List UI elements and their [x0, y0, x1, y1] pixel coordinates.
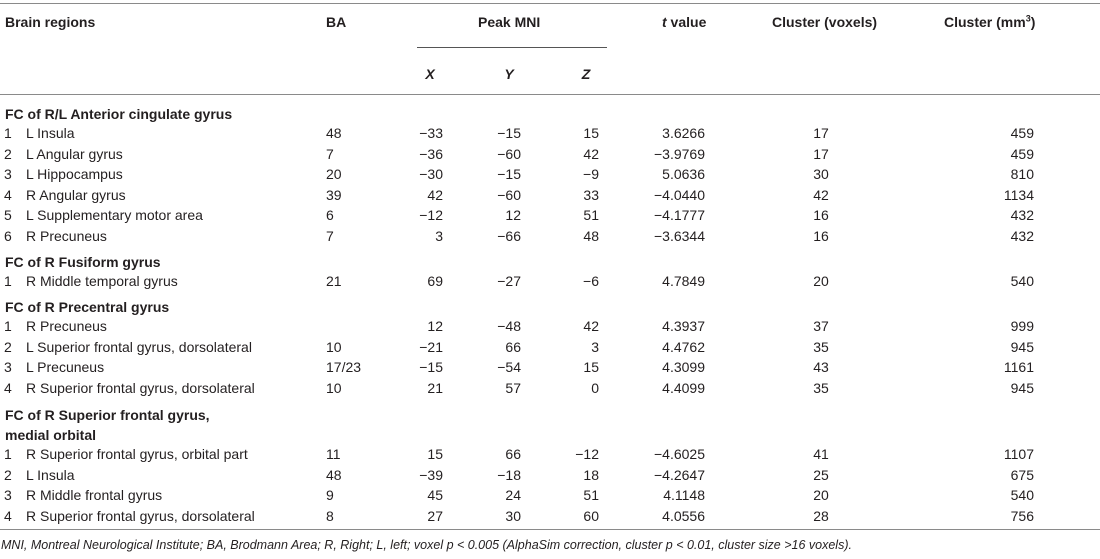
- cluster-voxels-value: 17: [813, 125, 829, 141]
- row-number: 1: [4, 318, 12, 334]
- cluster-voxels-value: 17: [813, 145, 829, 162]
- y-value: −60: [497, 186, 521, 203]
- region-name: R Precuneus: [26, 228, 107, 244]
- cluster-voxels-value: 25: [813, 466, 829, 483]
- x-value: −15: [419, 359, 443, 376]
- x-value: 15: [427, 446, 443, 462]
- header-z: Z: [581, 66, 591, 82]
- header-cluster-voxels: Cluster (voxels): [772, 14, 878, 30]
- z-value: 48: [583, 228, 599, 244]
- ba-value: 48: [326, 125, 342, 141]
- cluster-mm3-value: 432: [1010, 207, 1034, 224]
- header-ba: BA: [326, 14, 347, 30]
- t-value: 4.0556: [662, 507, 705, 524]
- z-value: 60: [583, 507, 599, 524]
- ba-value: 39: [326, 186, 342, 203]
- y-value: −54: [497, 359, 521, 376]
- cluster-mm3-value: 540: [1010, 487, 1034, 504]
- header-rule: [0, 94, 1100, 95]
- z-value: 0: [591, 379, 599, 396]
- y-value: 12: [505, 207, 521, 224]
- x-value: 42: [427, 186, 443, 203]
- y-value: 66: [505, 338, 521, 355]
- cluster-mm3-value: 540: [1010, 273, 1034, 289]
- x-value: −30: [419, 166, 443, 183]
- z-value: 51: [583, 487, 599, 504]
- t-value: −4.1777: [654, 207, 705, 224]
- t-value: 3.6266: [662, 125, 705, 141]
- region-name: R Superior frontal gyrus, dorsolateral: [26, 379, 255, 396]
- header-cluster-mm3: Cluster $(mm^3)$: [944, 13, 1036, 30]
- row-number: 1: [4, 446, 12, 462]
- cluster-mm3-value: 675: [1010, 466, 1034, 483]
- region-name: L Superior frontal gyrus, dorsolateral: [26, 338, 252, 355]
- x-value: 3: [435, 228, 443, 244]
- t-value: −3.9769: [654, 145, 705, 162]
- row-number: 4: [4, 186, 12, 203]
- region-name: L Precuneus: [26, 359, 105, 376]
- x-value: −39: [419, 466, 443, 483]
- row-number: 3: [4, 487, 12, 504]
- t-value: −4.0440: [654, 186, 705, 203]
- row-number: 3: [4, 359, 12, 376]
- ba-value: 10: [326, 338, 342, 355]
- cluster-voxels-value: 37: [813, 318, 829, 334]
- z-value: 15: [583, 125, 599, 141]
- ba-value: 48: [326, 466, 342, 483]
- z-value: 18: [583, 466, 599, 483]
- top-rule: [0, 3, 1100, 4]
- t-value: 4.4762: [662, 338, 705, 355]
- y-value: −48: [497, 318, 521, 334]
- section-title: FC of R Superior frontal gyrus,: [5, 407, 210, 423]
- z-value: 51: [583, 207, 599, 224]
- t-value: −3.6344: [654, 228, 705, 244]
- z-value: 15: [583, 359, 599, 376]
- section-title: FC of R Precentral gyrus: [5, 299, 170, 315]
- section-title-continued: medial orbital: [5, 427, 97, 443]
- cluster-mm3-value: 999: [1010, 318, 1034, 334]
- row-number: 2: [4, 338, 12, 355]
- x-value: 21: [427, 379, 443, 396]
- row-number: 1: [4, 273, 12, 289]
- cluster-mm3-value: 756: [1010, 507, 1034, 524]
- t-value: −4.2647: [654, 466, 705, 483]
- region-name: R Middle frontal gyrus: [26, 487, 163, 504]
- region-name: R Precuneus: [26, 318, 107, 334]
- cluster-mm3-value: 810: [1010, 166, 1034, 183]
- region-name: R Superior frontal gyrus, dorsolateral: [26, 507, 255, 524]
- row-number: 4: [4, 507, 12, 524]
- y-value: −15: [497, 125, 521, 141]
- cluster-mm3-value: 459: [1010, 145, 1034, 162]
- ba-value: 21: [326, 273, 342, 289]
- cluster-voxels-value: 35: [813, 338, 829, 355]
- region-name: R Angular gyrus: [26, 186, 126, 203]
- ba-value: 7: [326, 145, 334, 162]
- row-number: 1: [4, 125, 12, 141]
- cluster-voxels-value: 35: [813, 379, 829, 396]
- y-value: −18: [497, 466, 521, 483]
- x-value: −33: [419, 125, 443, 141]
- cluster-mm3-value: 1161: [1003, 359, 1034, 376]
- x-value: −36: [419, 145, 443, 162]
- ba-value: 6: [326, 207, 334, 224]
- t-value: 4.3937: [662, 318, 705, 334]
- cluster-mm3-value: 432: [1010, 228, 1034, 244]
- section-title: FC of R Fusiform gyrus: [5, 254, 161, 270]
- region-name: L Hippocampus: [26, 166, 123, 183]
- cluster-voxels-value: 43: [813, 359, 829, 376]
- region-name: L Insula: [26, 125, 75, 141]
- t-value: 5.0636: [662, 166, 705, 183]
- header-y: Y: [504, 66, 514, 82]
- row-number: 3: [4, 166, 12, 183]
- section-title: FC of R/L Anterior cingulate gyrus: [5, 106, 233, 122]
- z-value: −9: [583, 166, 599, 183]
- cluster-voxels-value: 30: [813, 166, 829, 183]
- t-value: 4.3099: [662, 359, 705, 376]
- t-value: −4.6025: [654, 446, 705, 462]
- table-footnote: MNI, Montreal Neurological Institute; BA, Brodmann Area; R, Right; L, left; voxel p < 0.005 (AlphaSim correction, cluster p < 0.01, cluster size >16 voxels).: [1, 538, 852, 552]
- ba-value: 20: [326, 166, 342, 183]
- cluster-mm3-value: 1107: [1003, 446, 1034, 462]
- header-x: X: [425, 66, 435, 82]
- row-number: 6: [4, 228, 12, 244]
- cluster-voxels-value: 20: [813, 273, 829, 289]
- cluster-mm3-value: 945: [1010, 379, 1034, 396]
- cluster-voxels-value: 41: [813, 446, 829, 462]
- region-name: L Supplementary motor area: [26, 207, 203, 224]
- y-value: 30: [505, 507, 521, 524]
- ba-value: 9: [326, 487, 334, 504]
- row-number: 2: [4, 466, 12, 483]
- y-value: −15: [497, 166, 521, 183]
- region-name: R Middle temporal gyrus: [26, 273, 178, 289]
- ba-value: 17/23: [326, 359, 362, 376]
- ba-value: 7: [326, 228, 334, 244]
- cluster-mm3-value: 459: [1010, 125, 1034, 141]
- t-value: 4.4099: [662, 379, 705, 396]
- region-name: L Insula: [26, 466, 75, 483]
- row-number: 5: [4, 207, 12, 224]
- y-value: −27: [497, 273, 521, 289]
- bottom-rule: [0, 529, 1100, 530]
- header-t-value: t value: [662, 14, 707, 30]
- t-value: 4.1148: [663, 487, 705, 504]
- peak-mni-underline: [417, 47, 607, 48]
- header-peak-mni: Peak MNI: [478, 14, 541, 30]
- z-value: 42: [583, 318, 599, 334]
- z-value: 33: [583, 186, 599, 203]
- x-value: 45: [427, 487, 443, 504]
- cluster-voxels-value: 42: [813, 186, 829, 203]
- t-value: 4.7849: [662, 273, 705, 289]
- cluster-mm3-value: 1134: [1003, 186, 1034, 203]
- cluster-voxels-value: 16: [813, 207, 829, 224]
- ba-value: 10: [326, 379, 342, 396]
- ba-value: 8: [326, 507, 334, 524]
- x-value: −12: [419, 207, 443, 224]
- y-value: 24: [505, 487, 521, 504]
- x-value: 12: [427, 318, 443, 334]
- y-value: 66: [505, 446, 521, 462]
- ba-value: 11: [326, 446, 341, 462]
- y-value: −66: [497, 228, 521, 244]
- z-value: −12: [575, 446, 599, 462]
- x-value: −21: [419, 338, 443, 355]
- y-value: −60: [497, 145, 521, 162]
- region-name: L Angular gyrus: [26, 145, 123, 162]
- region-name: R Superior frontal gyrus, orbital part: [26, 446, 248, 462]
- cluster-voxels-value: 16: [813, 228, 829, 244]
- x-value: 69: [427, 273, 443, 289]
- z-value: 42: [583, 145, 599, 162]
- x-value: 27: [427, 507, 443, 524]
- cluster-mm3-value: 945: [1010, 338, 1034, 355]
- y-value: 57: [505, 379, 521, 396]
- row-number: 4: [4, 379, 12, 396]
- cluster-voxels-value: 20: [813, 487, 829, 504]
- z-value: −6: [583, 273, 599, 289]
- cluster-voxels-value: 28: [813, 507, 829, 524]
- header-brain-regions: Brain regions: [5, 14, 96, 30]
- z-value: 3: [591, 338, 599, 355]
- row-number: 2: [4, 145, 12, 162]
